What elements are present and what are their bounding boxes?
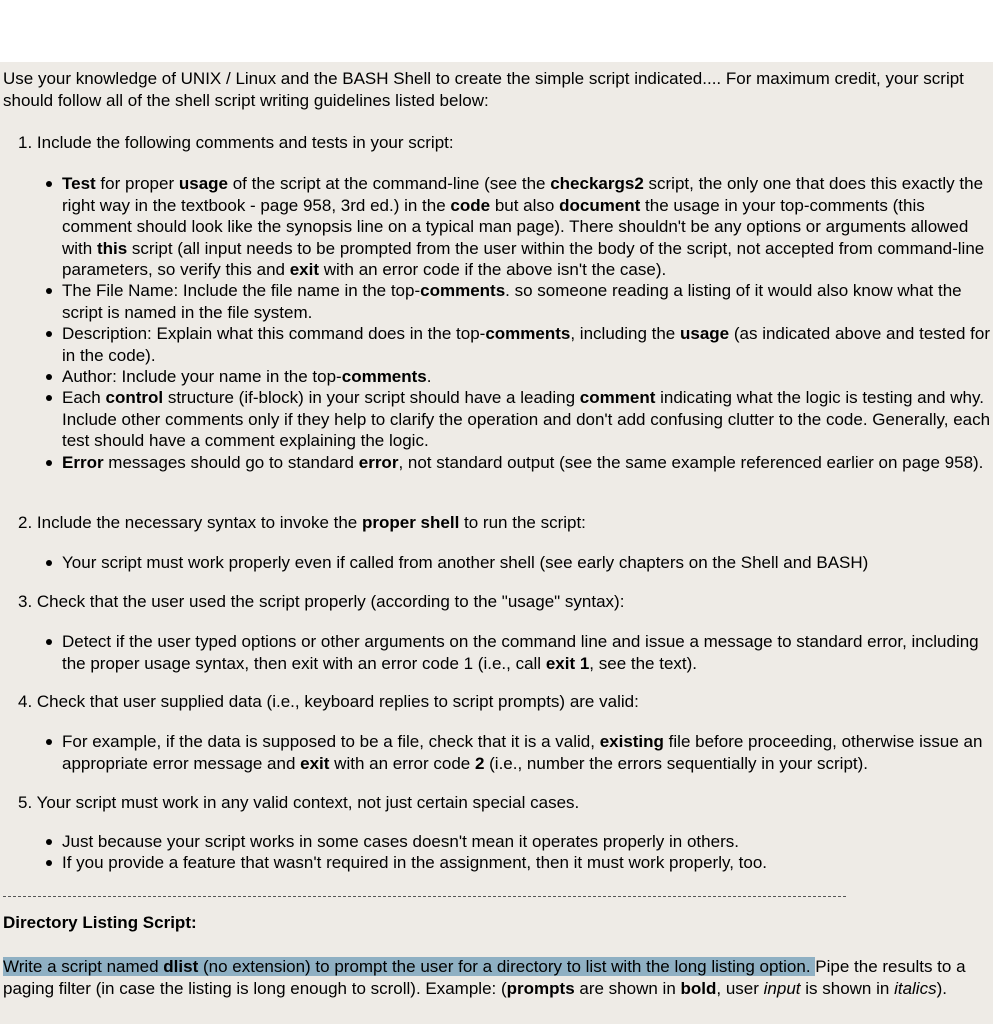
guideline-3-heading: 3. Check that the user used the script properly (according to the "usage" syntax):	[18, 592, 625, 611]
guideline-5-bullet-2: If you provide a feature that wasn't required in the assignment, then it must work properly, too.	[62, 852, 992, 874]
guideline-2-heading: 2. Include the necessary syntax to invoke the proper shell to run the script:	[18, 513, 586, 532]
guideline-1-bullet-filename: The File Name: Include the file name in the top-comments. so someone reading a listing of it would also know what the script is named in the file system.	[62, 280, 992, 323]
guideline-3-bullet: Detect if the user typed options or other arguments on the command line and issue a message to standard error, including the proper usage syntax, then exit with an error code 1 (i.e., call exit 1, see the text).	[62, 631, 992, 674]
guideline-5-heading: 5. Your script must work in any valid context, not just certain special cases.	[18, 793, 580, 812]
guideline-1-bullet-control: Each control structure (if-block) in your script should have a leading comment indicating what the logic is testing and why. Include other comments only if they help to clarify the operation and don't add confusing clutter to the code. Generally, each test should have a comment explaining the logic.	[62, 388, 991, 450]
section-paragraph: Write a script named dlist (no extension) to prompt the user for a directory to list with the long listing option. Pipe the results to a paging filter (in case the listing is long enough to scroll). Example: (prompts are shown in bold, user input is shown in italics).	[3, 957, 966, 998]
text-selection-highlight: Write a script named dlist (no extension) to prompt the user for a directory to list with the long listing option.	[3, 957, 816, 976]
section-title: Directory Listing Script:	[3, 913, 197, 932]
guideline-1-bullet-test: Test for proper usage of the script at the command-line (see the checkargs2 script, the only one that does this exactly the right way in the textbook - page 958, 3rd ed.) in the code but also document the usage in your top-comments (this comment should look like the synopsis line on a typical man page). There shouldn't be any options or arguments allowed with this script (all input needs to be prompted from the user within the body of the script, not accepted from command-line parameters, so verify this and exit with an error code if the above isn't the case).	[62, 173, 992, 281]
guideline-4-bullet: For example, if the data is supposed to be a file, check that it is a valid, existing file before proceeding, otherwise issue an appropriate error message and exit with an error code 2 (i.e., number the errors sequentially in your script).	[62, 731, 992, 774]
guideline-1-bullet-description: Description: Explain what this command does in the top-comments, including the usage (as indicated above and tested for in the code).	[62, 323, 992, 366]
guideline-1-bullet-author: Author: Include your name in the top-comments.	[62, 366, 992, 388]
guideline-1-bullet-error: Error messages should go to standard error, not standard output (see the same example referenced earlier on page 958).	[62, 452, 992, 474]
intro-paragraph: Use your knowledge of UNIX / Linux and the BASH Shell to create the simple script indicated.... For maximum credit, your script should follow all of the shell script writing guidelines listed below:	[3, 69, 964, 110]
guideline-2-bullet: Your script must work properly even if called from another shell (see early chapters on the Shell and BASH)	[62, 552, 992, 574]
assignment-page	[0, 62, 993, 1024]
guideline-1-heading: 1. Include the following comments and tests in your script:	[18, 133, 454, 152]
section-divider	[3, 896, 846, 897]
guideline-5-bullet-1: Just because your script works in some cases doesn't mean it operates properly in others.	[62, 831, 992, 853]
guideline-4-heading: 4. Check that user supplied data (i.e., keyboard replies to script prompts) are valid:	[18, 692, 639, 711]
